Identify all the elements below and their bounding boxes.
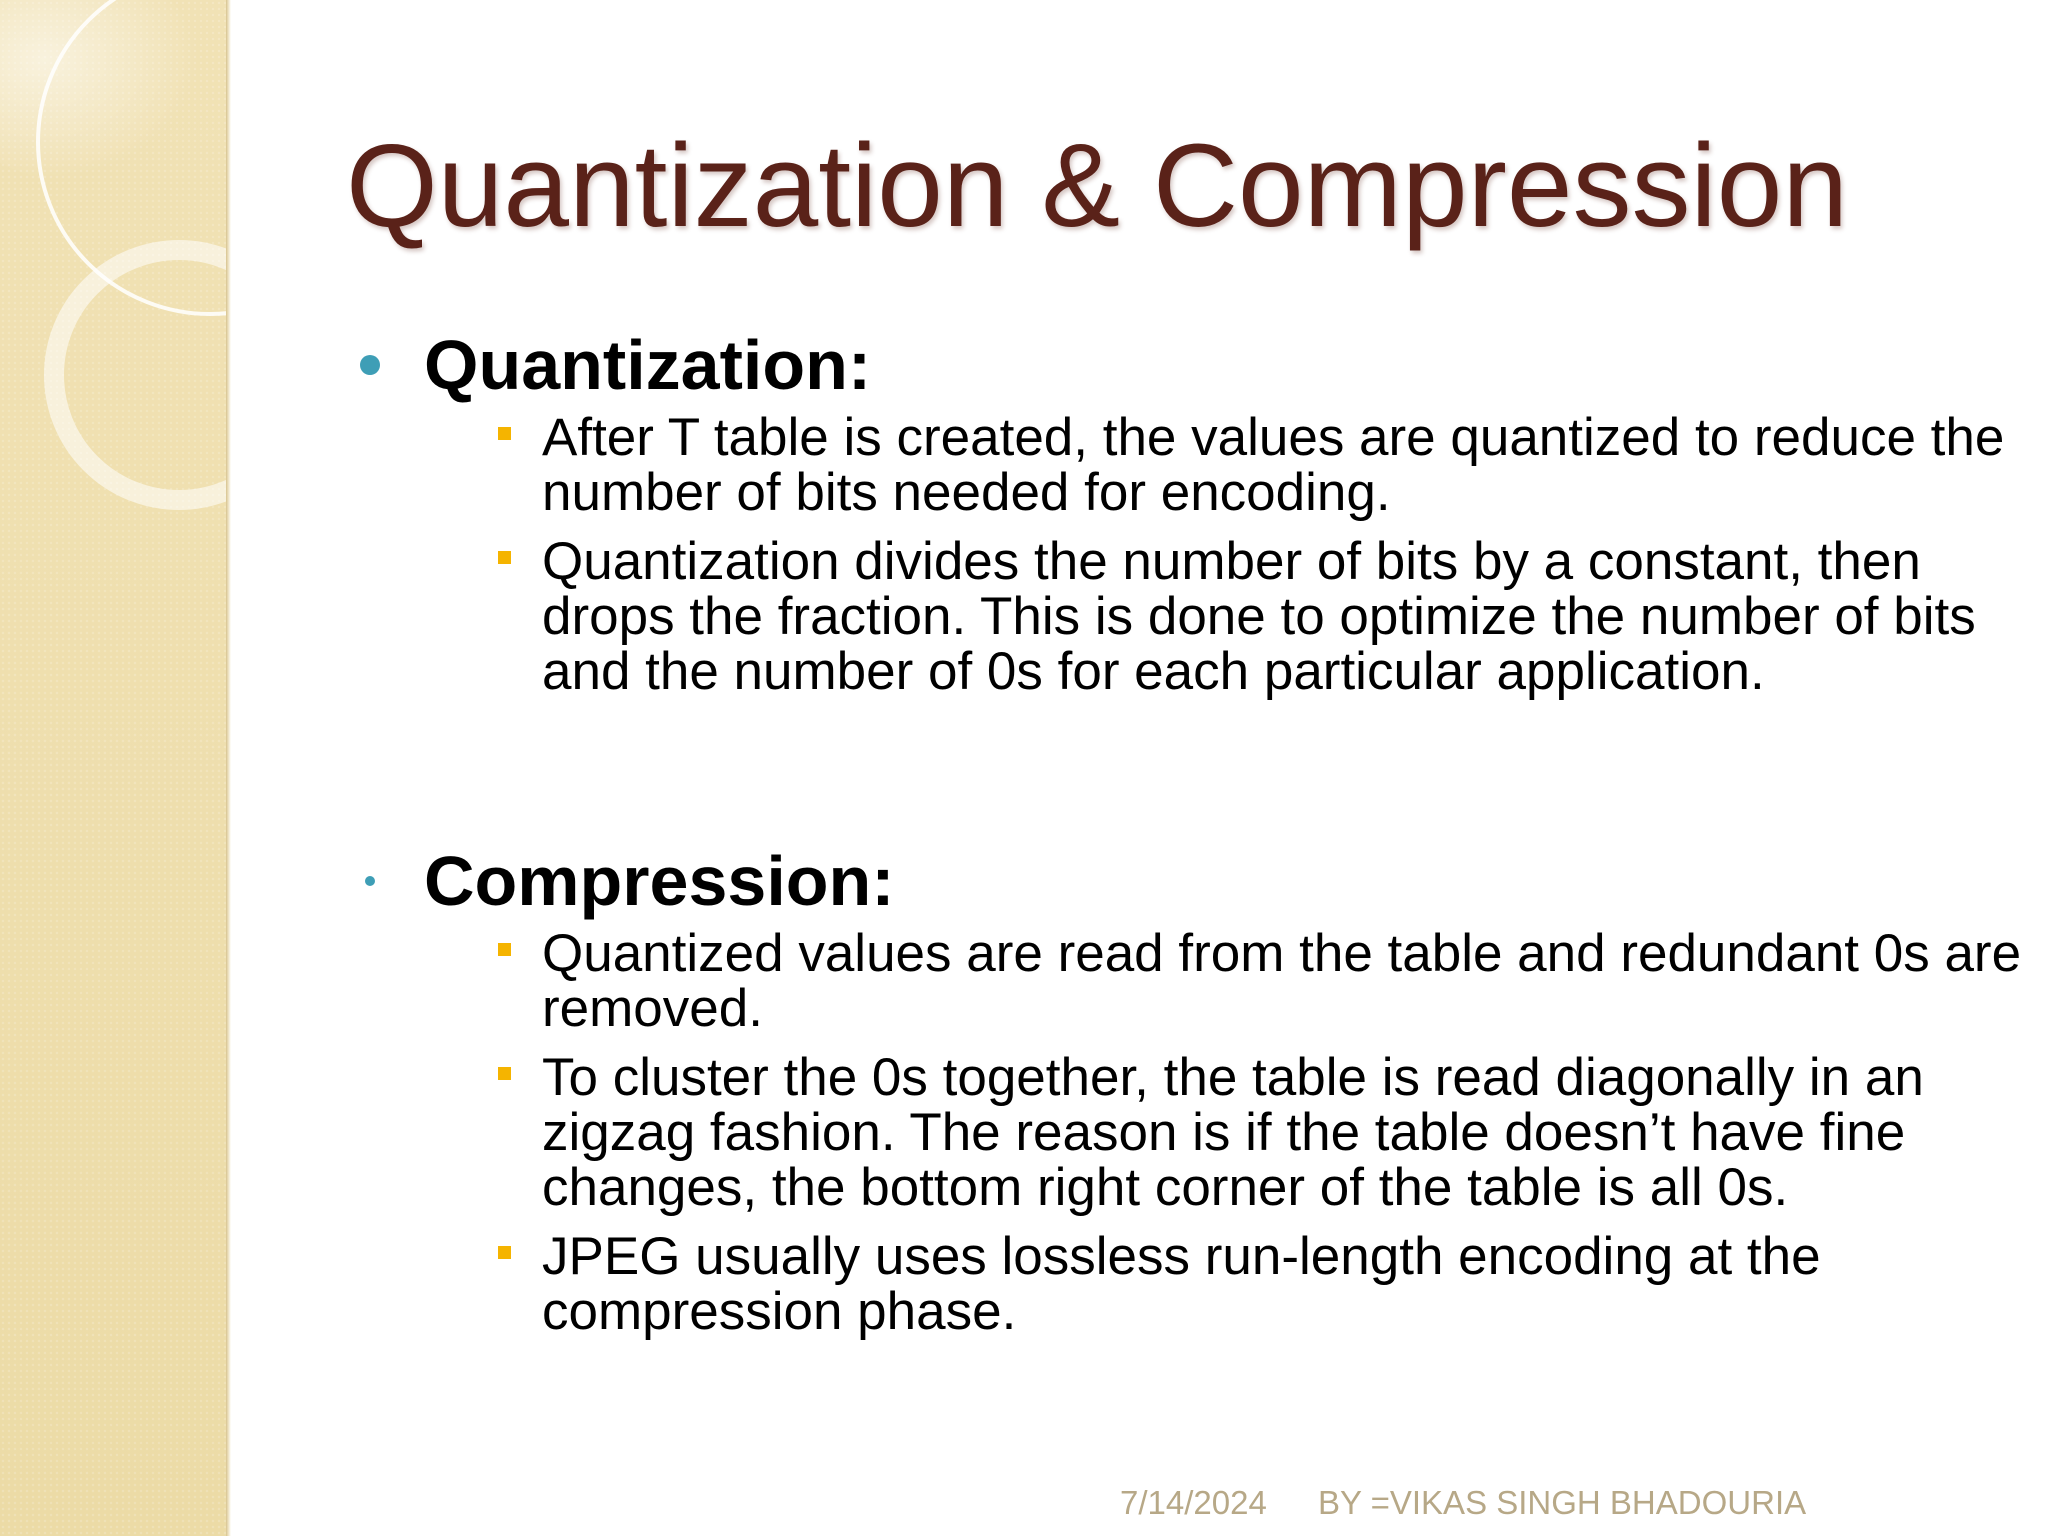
list-item-text: To cluster the 0s together, the table is read diagonally in an zigzag fashion. The reason is if the table doesn’t have fine changes, the bottom right corner of the table is all 0s. [542,1048,1924,1217]
list-item [360,534,2042,699]
decorative-sidebar [0,0,228,1536]
circle-bullet-icon [360,355,380,375]
section-heading-row [360,836,2042,926]
section-heading: Compression: [424,842,895,920]
list-item-text: JPEG usually uses lossless run-length encoding at the compression phase. [542,1227,1821,1341]
decorative-ring-small [44,240,228,510]
list-item-text: Quantized values are read from the table and redundant 0s are removed. [542,924,2022,1038]
list-item-text: After T table is created, the values are quantized to reduce the number of bits needed for encoding. [542,408,2005,522]
square-bullet-icon [498,1246,511,1259]
sidebar-edge [226,0,231,1536]
square-bullet-icon [498,551,511,564]
bullet-list [360,410,2042,699]
square-bullet-icon [498,943,511,956]
section-compression [360,836,2042,1353]
section-heading: Quantization: [424,326,872,404]
square-bullet-icon [498,1067,511,1080]
bullet-list [360,926,2042,1339]
square-bullet-icon [498,427,511,440]
list-item [360,926,2042,1036]
section-quantization [360,320,2042,713]
circle-bullet-icon [365,876,375,886]
footer-date: 7/14/2024 [1120,1484,1267,1521]
list-item [360,1050,2042,1215]
footer-author: BY =VIKAS SINGH BHADOURIA [1318,1484,1807,1521]
section-heading-row [360,320,2042,410]
list-item [360,1229,2042,1339]
slide-title: Quantization & Compression [346,120,1848,252]
list-item [360,410,2042,520]
list-item-text: Quantization divides the number of bits by a constant, then drops the fraction. This is done to optimize the number of bits and the number of 0s for each particular application. [542,532,1976,701]
